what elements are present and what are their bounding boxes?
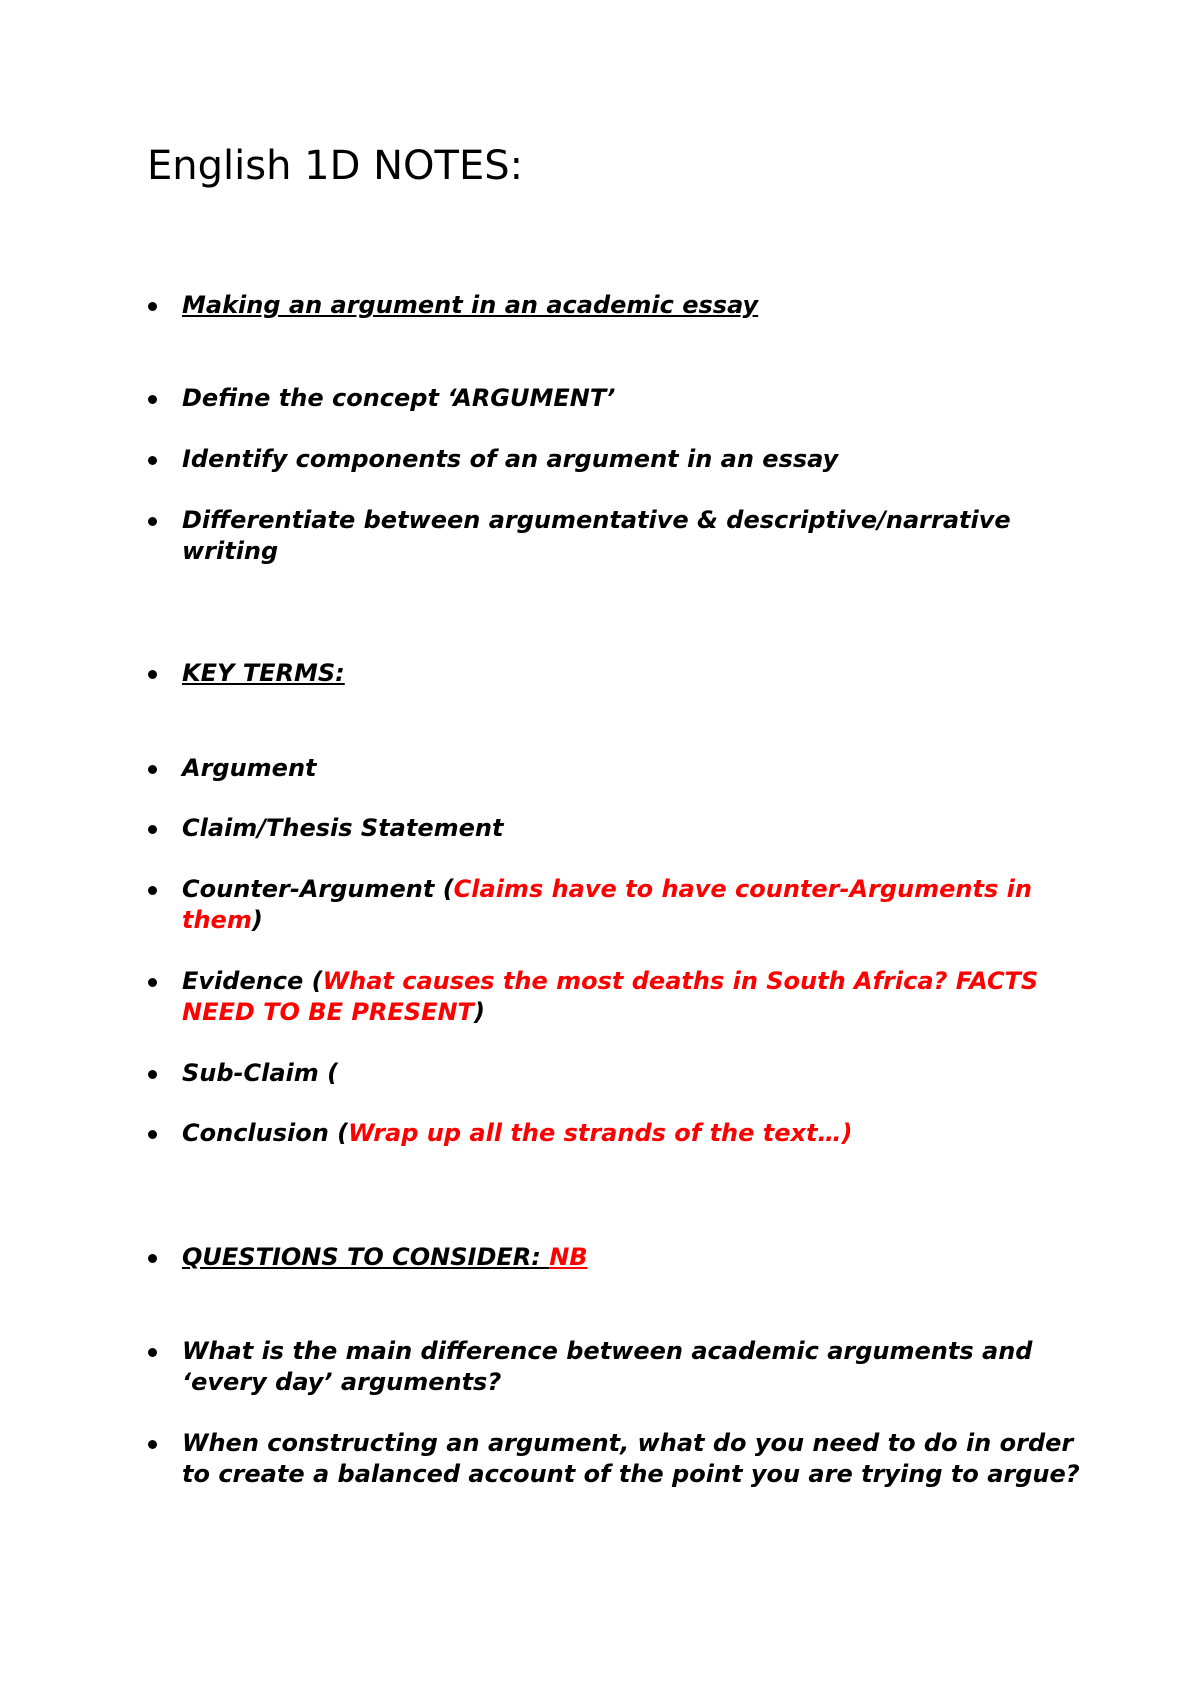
list-item-text: Differentiate between argumentative & descriptive/narrative writing	[182, 506, 1011, 565]
key-term-item	[182, 1118, 1082, 1149]
key-term-note: Claims have to have counter-Arguments in them	[182, 875, 1032, 934]
key-term-note: Wrap up all the strands of the text…)	[348, 1119, 853, 1147]
bullet-icon	[148, 825, 157, 834]
bullet-icon	[148, 886, 157, 895]
question-item	[182, 1428, 1082, 1490]
key-term-text: Claim/Thesis Statement	[182, 814, 504, 842]
key-term-item	[182, 874, 1082, 936]
key-term-text: Argument	[182, 754, 317, 782]
bullet-icon	[148, 1440, 157, 1449]
section-heading-questions	[182, 1242, 1082, 1273]
key-term-close: )	[473, 998, 485, 1026]
section-heading-text: KEY TERMS:	[182, 659, 345, 687]
section-heading-argument	[182, 290, 1082, 321]
bullet-icon	[148, 765, 157, 774]
bullet-icon	[148, 1348, 157, 1357]
key-term-item	[182, 1058, 1082, 1089]
bullet-icon	[148, 456, 157, 465]
list-item-text: Identify components of an argument in an essay	[182, 445, 839, 473]
question-item	[182, 1336, 1082, 1398]
bullet-icon	[148, 1070, 157, 1079]
key-term-item	[182, 966, 1082, 1028]
document-title: English 1D NOTES:	[147, 143, 524, 189]
section-heading-text: Making an argument in an academic essay	[182, 291, 759, 319]
question-text: What is the main difference between academic arguments and ‘every day’ arguments?	[182, 1337, 1033, 1396]
bullet-icon	[148, 670, 157, 679]
key-term-item	[182, 753, 1082, 784]
section-heading-key-terms	[182, 658, 1082, 689]
bullet-icon	[148, 1254, 157, 1263]
key-term-text: Conclusion (	[182, 1119, 349, 1147]
key-term-text: Evidence (	[182, 967, 323, 995]
bullet-icon	[148, 302, 157, 311]
list-item	[182, 505, 1082, 567]
list-item-text: Define the concept ‘ARGUMENT’	[182, 384, 616, 412]
question-text: When constructing an argument, what do you need to do in order to create a balanced account of the point you are trying to argue?	[182, 1429, 1080, 1488]
key-term-note: What causes the most deaths in South Africa? FACTS NEED TO BE PRESENT	[182, 967, 1039, 1026]
bullet-icon	[148, 978, 157, 987]
list-item	[182, 383, 1082, 414]
nb-flag: NB	[549, 1243, 588, 1271]
bullet-icon	[148, 517, 157, 526]
section-heading-text: QUESTIONS TO CONSIDER:	[182, 1243, 550, 1271]
key-term-text: Counter-Argument (	[182, 875, 454, 903]
bullet-icon	[148, 395, 157, 404]
key-term-close: )	[251, 906, 263, 934]
key-term-text: Sub-Claim (	[182, 1059, 339, 1087]
bullet-icon	[148, 1130, 157, 1139]
list-item	[182, 444, 1082, 475]
key-term-item	[182, 813, 1082, 844]
